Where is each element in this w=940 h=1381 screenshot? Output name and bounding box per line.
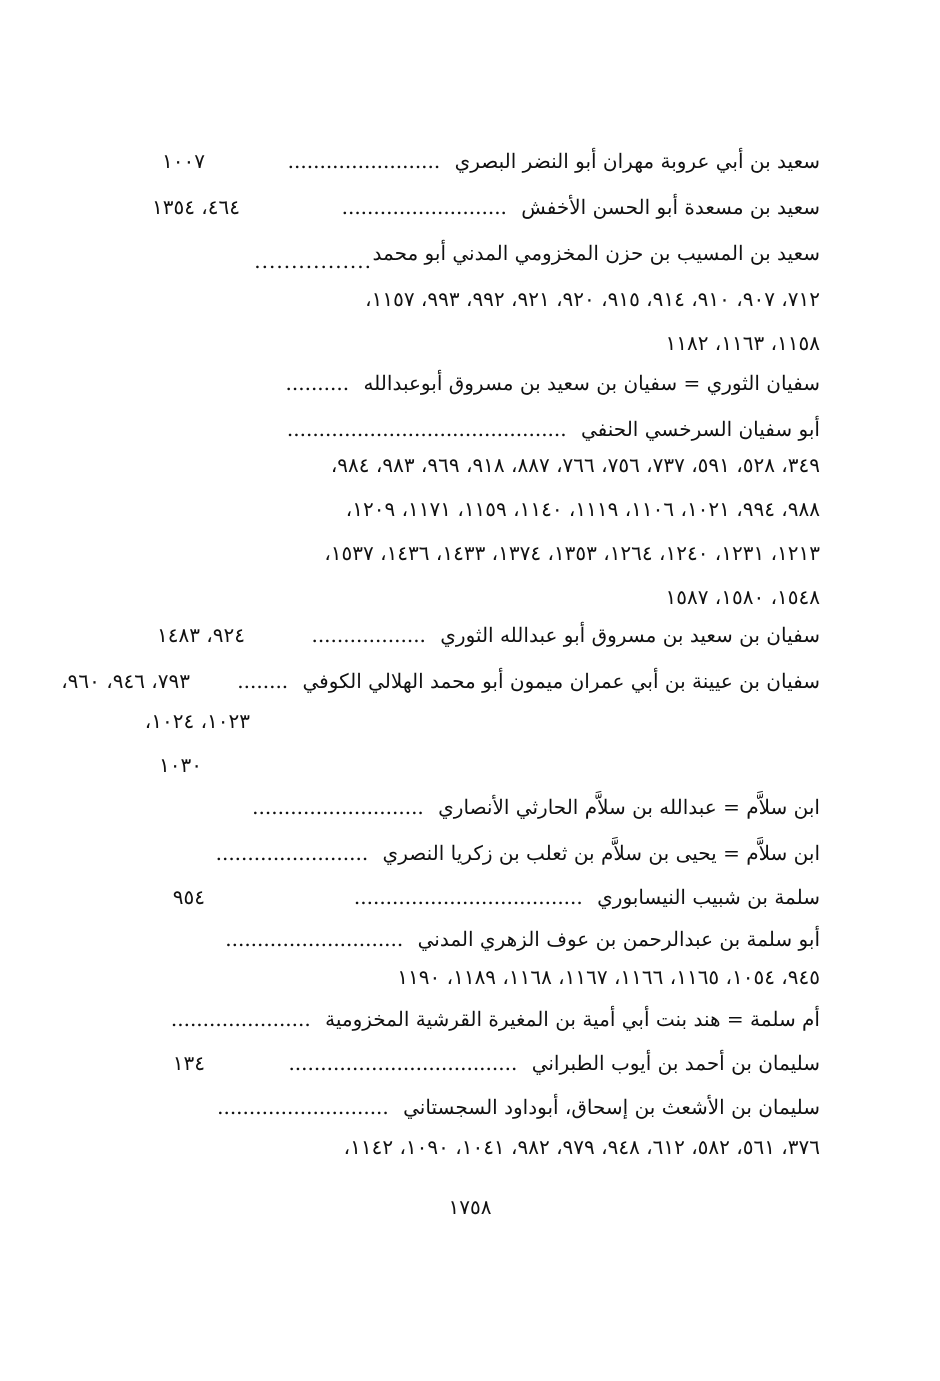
index-entry: [171, 998, 820, 1040]
entry-refs-line: [61, 660, 190, 702]
entry-refs-line: [173, 1042, 205, 1084]
index-entry: [237, 660, 820, 702]
leader-dots: ........: [237, 669, 289, 693]
entry-name: سعيد بن أبي عروبة مهران أبو النضر البصري: [454, 149, 820, 173]
page-number: ١٧٥٨: [448, 1195, 492, 1219]
entry-refs-line: [157, 614, 245, 656]
leader-dots: ....................................: [288, 1051, 518, 1075]
index-entry: [225, 918, 820, 960]
index-entry: [373, 232, 820, 274]
entry-name: أبو سفيان السرخسي الحنفي: [580, 417, 820, 441]
entry-name: سفيان بن سعيد بن مسروق أبو عبدالله الثوري: [440, 623, 820, 647]
entry-name: ابن سلاَّم = يحيى بن سلاَّم بن ثعلب بن زكريا النصري: [382, 841, 820, 865]
leader-dots: ................: [254, 249, 372, 273]
leader-dots: ..........................: [341, 195, 507, 219]
entry-refs-line: [152, 186, 240, 228]
entry-name: سليمان بن الأشعث بن إسحاق، أبوداود السجستاني: [403, 1095, 820, 1119]
entry-refs: ٧١٢، ٩٠٧، ٩١٠، ٩١٤، ٩١٥، ٩٢٠، ٩٢١، ٩٩٢، ٩٩٣، ١١٥٧،: [365, 287, 820, 311]
entry-refs: ١٣٤: [172, 1051, 205, 1075]
entry-refs: ١٠٠٧: [162, 149, 205, 173]
index-entry: [342, 186, 820, 228]
leader-dots: ....................................: [353, 885, 583, 909]
leader-dots: ........................: [287, 149, 441, 173]
entry-refs: ٩٨٨، ٩٩٤، ١٠٢١، ١١٠٦، ١١١٩، ١١٤٠، ١١٥٩، ١١٧١، ١٢٠٩،: [345, 497, 820, 521]
leader-dots: ........................: [215, 841, 369, 865]
index-entry: [354, 876, 820, 918]
entry-name: سليمان بن أحمد بن أيوب الطبراني: [531, 1051, 820, 1075]
leader-dots: ......................: [170, 1007, 311, 1031]
entry-name: أم سلمة = هند بنت أبي أمية بن المغيرة القرشية المخزومية: [325, 1007, 820, 1031]
entry-name: أبو سلمة بن عبدالرحمن بن عوف الزهري المدني: [417, 927, 820, 951]
entry-refs: ١٠٣٠: [159, 753, 202, 777]
refs-continuation: [665, 322, 820, 364]
index-entry: [286, 362, 820, 404]
entry-refs: ١٢١٣، ١٢٣١، ١٢٤٠، ١٢٦٤، ١٣٥٣، ١٣٧٤، ١٤٣٣، ١٤٣٦، ١٥٣٧،: [324, 541, 820, 565]
refs-continuation: [665, 576, 820, 618]
entry-refs: ٩٤٥، ١٠٥٤، ١١٦٥، ١١٦٦، ١١٦٧، ١١٦٨، ١١٨٩، ١١٩٠: [397, 965, 820, 989]
entry-name: ابن سلاَّم = عبدالله بن سلاَّم الحارثي الأنصاري: [438, 795, 820, 819]
entry-refs: ١٥٤٨، ١٥٨٠، ١٥٨٧: [665, 585, 820, 609]
index-entry: [311, 614, 820, 656]
entry-refs-line: [162, 140, 205, 182]
entry-name: سفيان الثوري = سفيان بن سعيد بن مسروق أبوعبدالله: [363, 371, 820, 395]
index-entry: [288, 140, 820, 182]
entry-refs: ١٠٢٣، ١٠٢٤،: [144, 709, 250, 733]
index-entry: [217, 1086, 820, 1128]
entry-refs: ١١٥٨، ١١٦٣، ١١٨٢: [665, 331, 820, 355]
refs-continuation: [324, 532, 820, 574]
leader-dots: ............................................: [286, 417, 567, 441]
refs-continuation: [159, 744, 202, 786]
entry-name: سعيد بن المسيب بن حزن المخزومي المدني أبو محمد: [372, 241, 820, 265]
refs-continuation: [331, 444, 820, 486]
refs-continuation: [344, 1126, 820, 1168]
entry-refs: ٣٤٩، ٥٢٨، ٥٩١، ٧٣٧، ٧٥٦، ٧٦٦، ٨٨٧، ٩١٨، ٩٦٩، ٩٨٣، ٩٨٤،: [330, 453, 820, 477]
entry-name: سعيد بن مسعدة أبو الحسن الأخفش: [521, 195, 820, 219]
refs-continuation: [346, 488, 820, 530]
entry-refs: ٩٥٤: [172, 885, 205, 909]
entry-refs: ٣٧٦، ٥٦١، ٥٨٢، ٦١٢، ٩٤٨، ٩٧٩، ٩٨٢، ١٠٤١، ١٠٩٠، ١١٤٢،: [343, 1135, 820, 1159]
entry-refs: ٧٩٣، ٩٤٦، ٩٦٠،: [61, 669, 190, 693]
refs-continuation: [145, 700, 250, 742]
refs-continuation: [365, 278, 820, 320]
refs-continuation: [397, 956, 820, 998]
index-entry: [252, 786, 820, 828]
leader-dots: ..........: [285, 371, 350, 395]
leader-dots: ...........................: [217, 1095, 389, 1119]
entry-name: سفيان بن عيينة بن أبي عمران ميمون أبو محمد الهلالي الكوفي: [302, 669, 820, 693]
leader-dots: ..................: [311, 623, 426, 647]
entry-name: سلمة بن شبيب النيسابوري: [597, 885, 820, 909]
entry-refs: ٤٦٤، ١٣٥٤: [151, 195, 240, 219]
entry-refs-line: [173, 876, 205, 918]
leader-dots-line: [254, 240, 380, 282]
leader-dots: ...........................: [252, 795, 424, 819]
index-entry: [216, 832, 820, 874]
entry-refs: ٩٢٤، ١٤٨٣: [156, 623, 245, 647]
index-entry: [288, 1042, 820, 1084]
leader-dots: ............................: [225, 927, 404, 951]
